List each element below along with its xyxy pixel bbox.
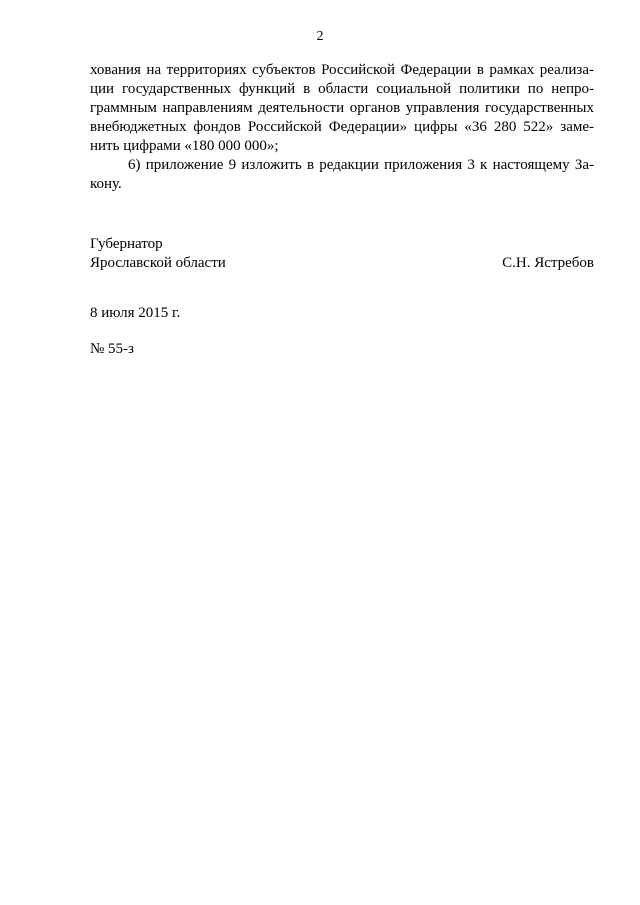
page-number: 2 [316,29,324,44]
document-body [90,61,594,194]
law-number: № 55-з [90,341,134,357]
body-line: ции государственных функций в области социальной политики по непро- [90,81,594,97]
body-line: граммным направлениям деятельности органов управления государственных [90,100,594,116]
body-line-paragraph-start: 6) приложение 9 изложить в редакции приложения 3 к настоящему За- [128,157,594,173]
signature-row [90,254,594,273]
document-date: 8 июля 2015 г. [90,305,181,321]
body-line: хования на территориях субъектов Российской Федерации в рамках реализа- [90,62,594,78]
signatory-title-line1: Губернатор [90,236,163,252]
body-line: нить цифрами «180 000 000»; [90,138,279,154]
body-line: кону. [90,176,122,192]
body-line: внебюджетных фондов Российской Федерации» цифры «36 280 522» заме- [90,119,594,135]
signatory-name: С.Н. Ястребов [502,255,594,271]
signature-block [90,235,594,273]
signatory-title-line2: Ярославской области [90,255,226,271]
